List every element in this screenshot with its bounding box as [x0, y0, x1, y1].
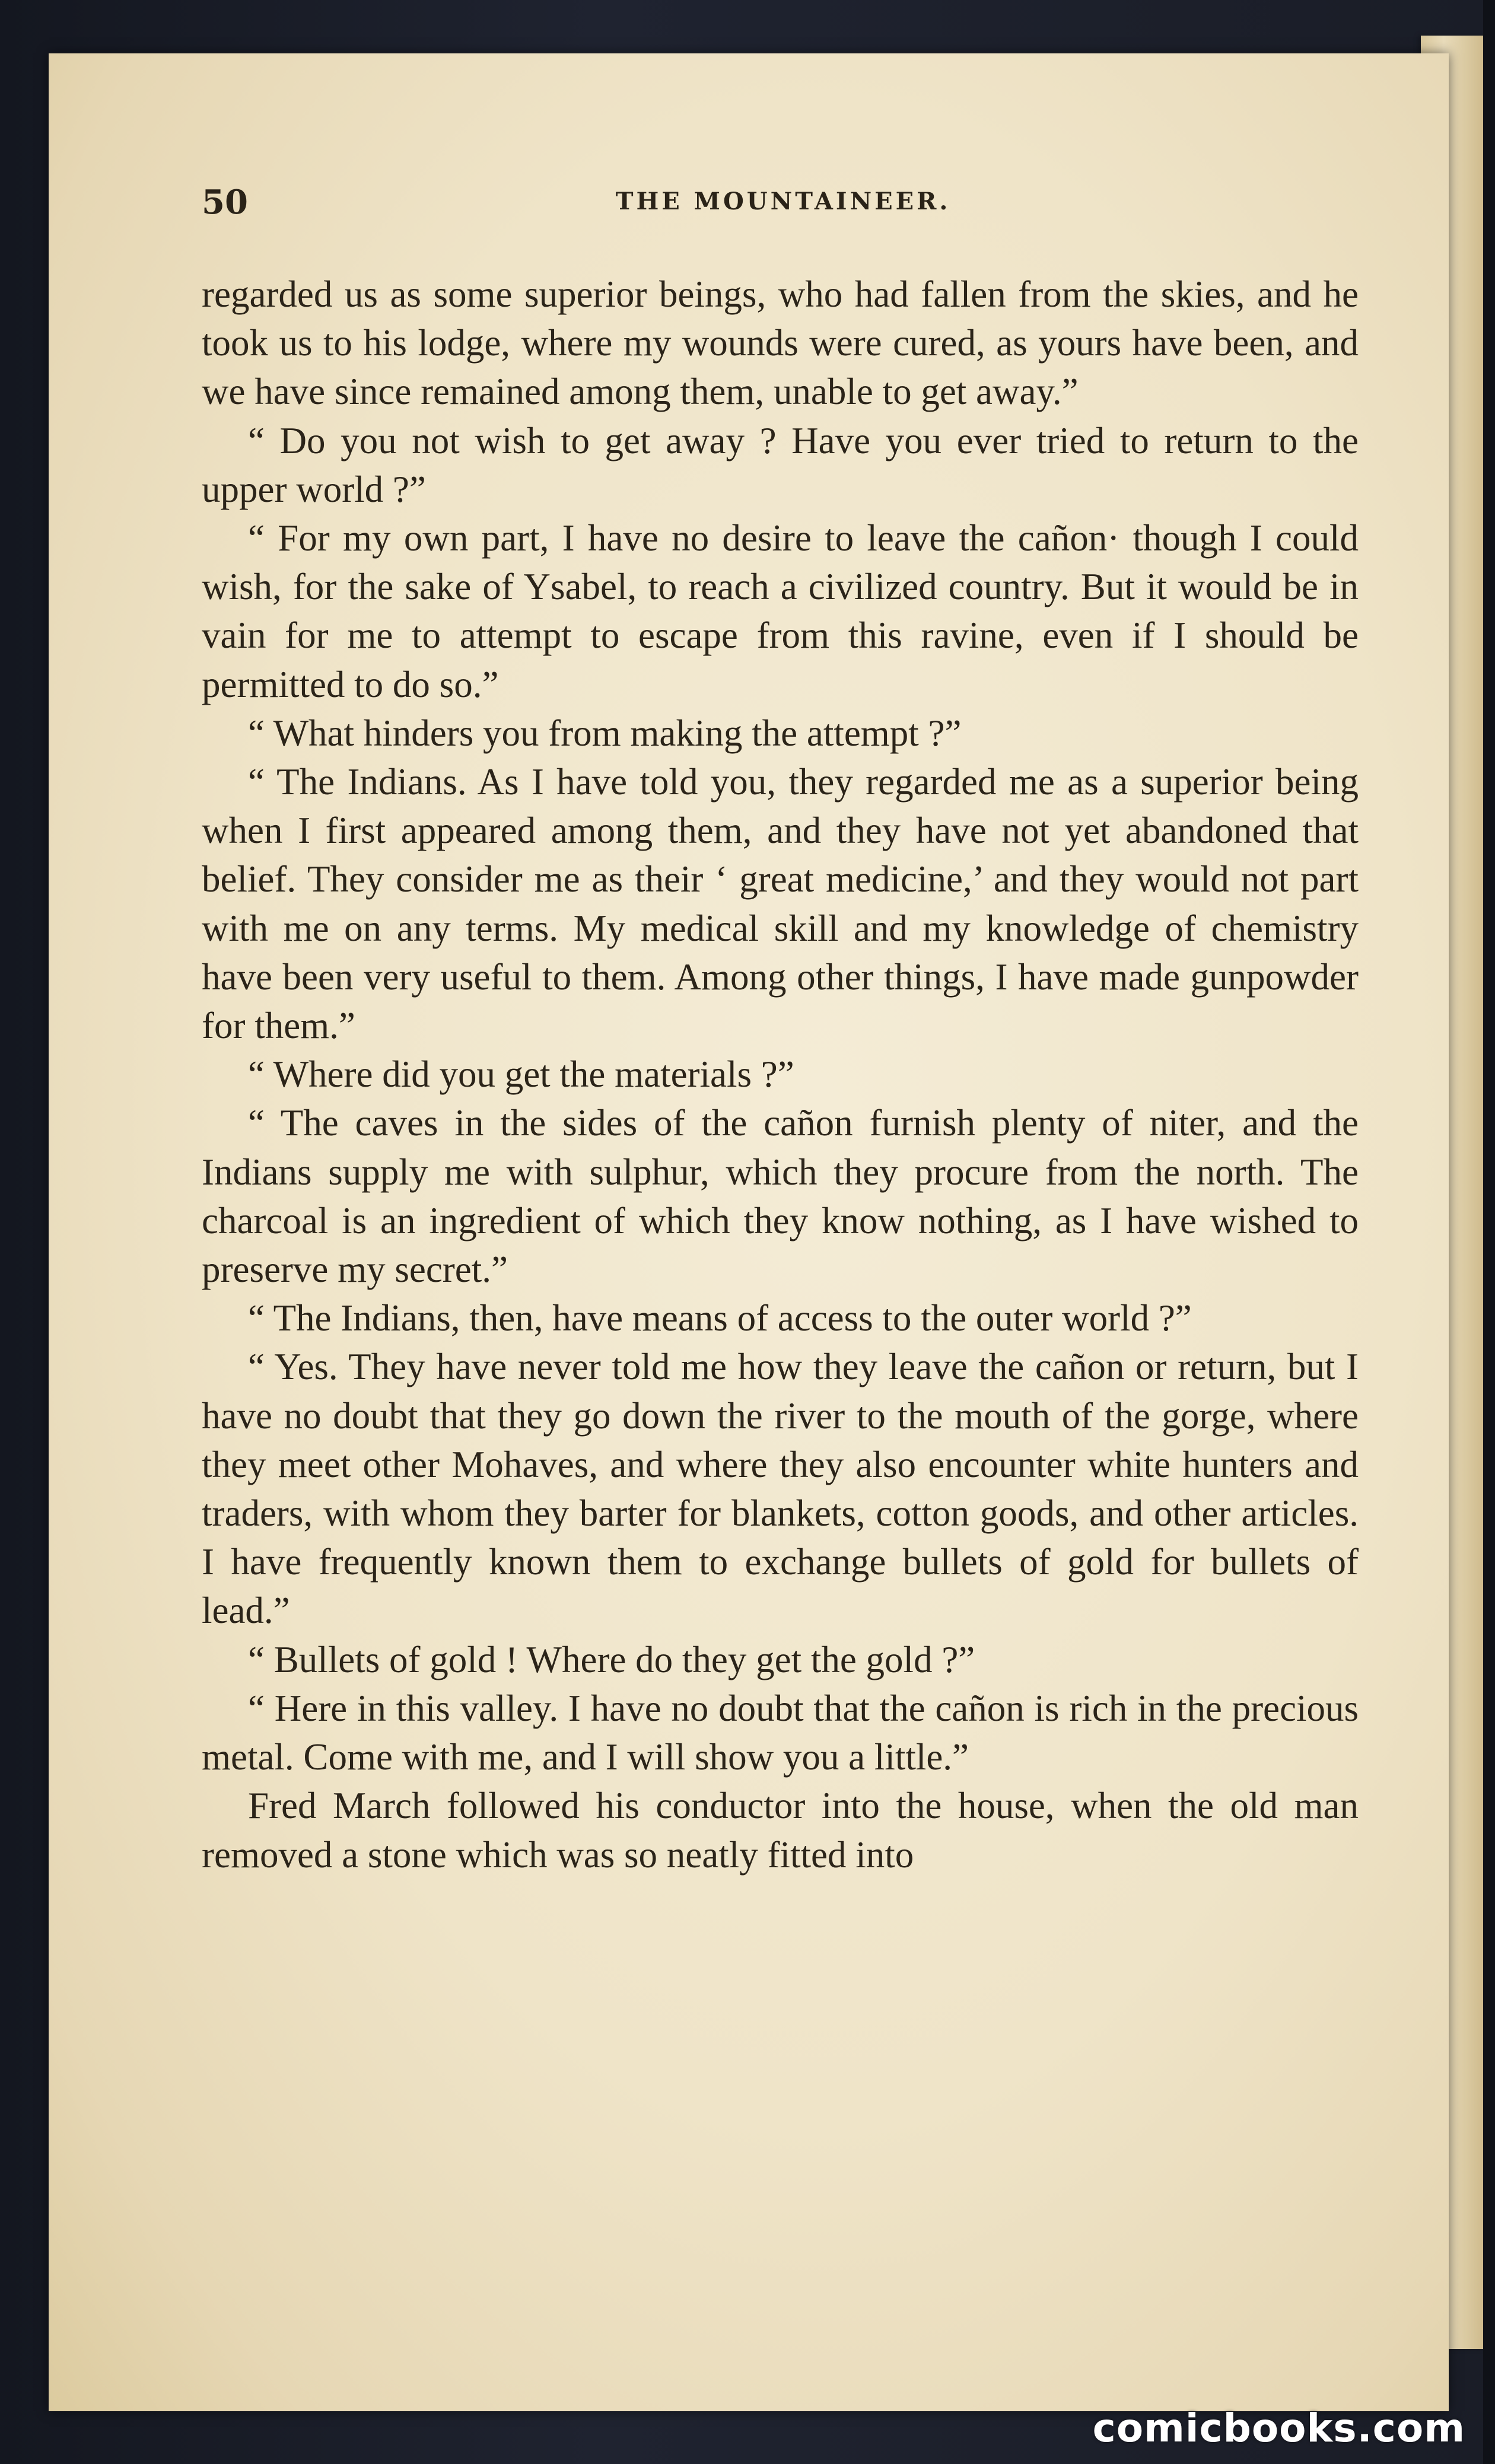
paragraph: “ Where did you get the materials ?”	[248, 1053, 794, 1096]
page-number: 50	[202, 183, 248, 222]
page-header	[202, 178, 1364, 231]
paragraph: Fred March followed his conductor into the house, when the old man removed a stone which was so neatly fitted into	[202, 1785, 1359, 1876]
paragraph: “ The caves in the sides of the cañon furnish plenty of niter, and the Indians supply me with sulphur, which they procure from the north. The charcoal is an ingredient of which they know nothing, as I have wished to preserve my secret.”	[202, 1102, 1359, 1291]
scan-edge-shadow	[1483, 0, 1495, 2464]
paragraph: “ Here in this valley. I have no doubt that the cañon is rich in the precious metal. Come with me, and I will show you a little.”	[202, 1687, 1359, 1778]
paragraph: regarded us as some superior beings, who had fallen from the skies, and he took us to his lodge, where my wounds were cured, as yours have been, and we have since remained among them, unable to get away.”	[202, 273, 1359, 413]
body-text	[202, 270, 1359, 1879]
paragraph: “ The Indians. As I have told you, they regarded me as a superior being when I first appeared among them, and they have not yet abandoned that belief. They consider me as their ‘ great medicine,’ and they would not part with me on any terms. My medical skill and my knowledge of chemistry have been very useful to them. Among other things, I have made gunpowder for them.”	[202, 761, 1359, 1047]
paragraph: “ For my own part, I have no desire to leave the cañon· though I could wish, for the sake of Ysabel, to reach a civilized country. But it would be in vain for me to attempt to escape from this ravine, even if I should be permitted to do so.”	[202, 517, 1359, 705]
running-title: THE MOUNTAINEER.	[615, 187, 951, 215]
paragraph: “ The Indians, then, have means of access to the outer world ?”	[248, 1297, 1192, 1339]
paragraph: “ Bullets of gold ! Where do they get the gold ?”	[248, 1638, 975, 1680]
paragraph: “ Yes. They have never told me how they leave the cañon or return, but I have no doubt that they go down the river to the mouth of the gorge, where they meet other Mohaves, and where they also encounter white hunters and traders, with whom they barter for blankets, cotton goods, and other articles. I have frequently known them to exchange bullets of gold for bullets of lead.”	[202, 1346, 1359, 1632]
watermark: comicbooks.com	[1092, 2405, 1465, 2451]
paragraph: “ Do you not wish to get away ? Have you ever tried to return to the upper world ?”	[202, 419, 1359, 510]
paragraph: “ What hinders you from making the attempt ?”	[248, 712, 962, 754]
